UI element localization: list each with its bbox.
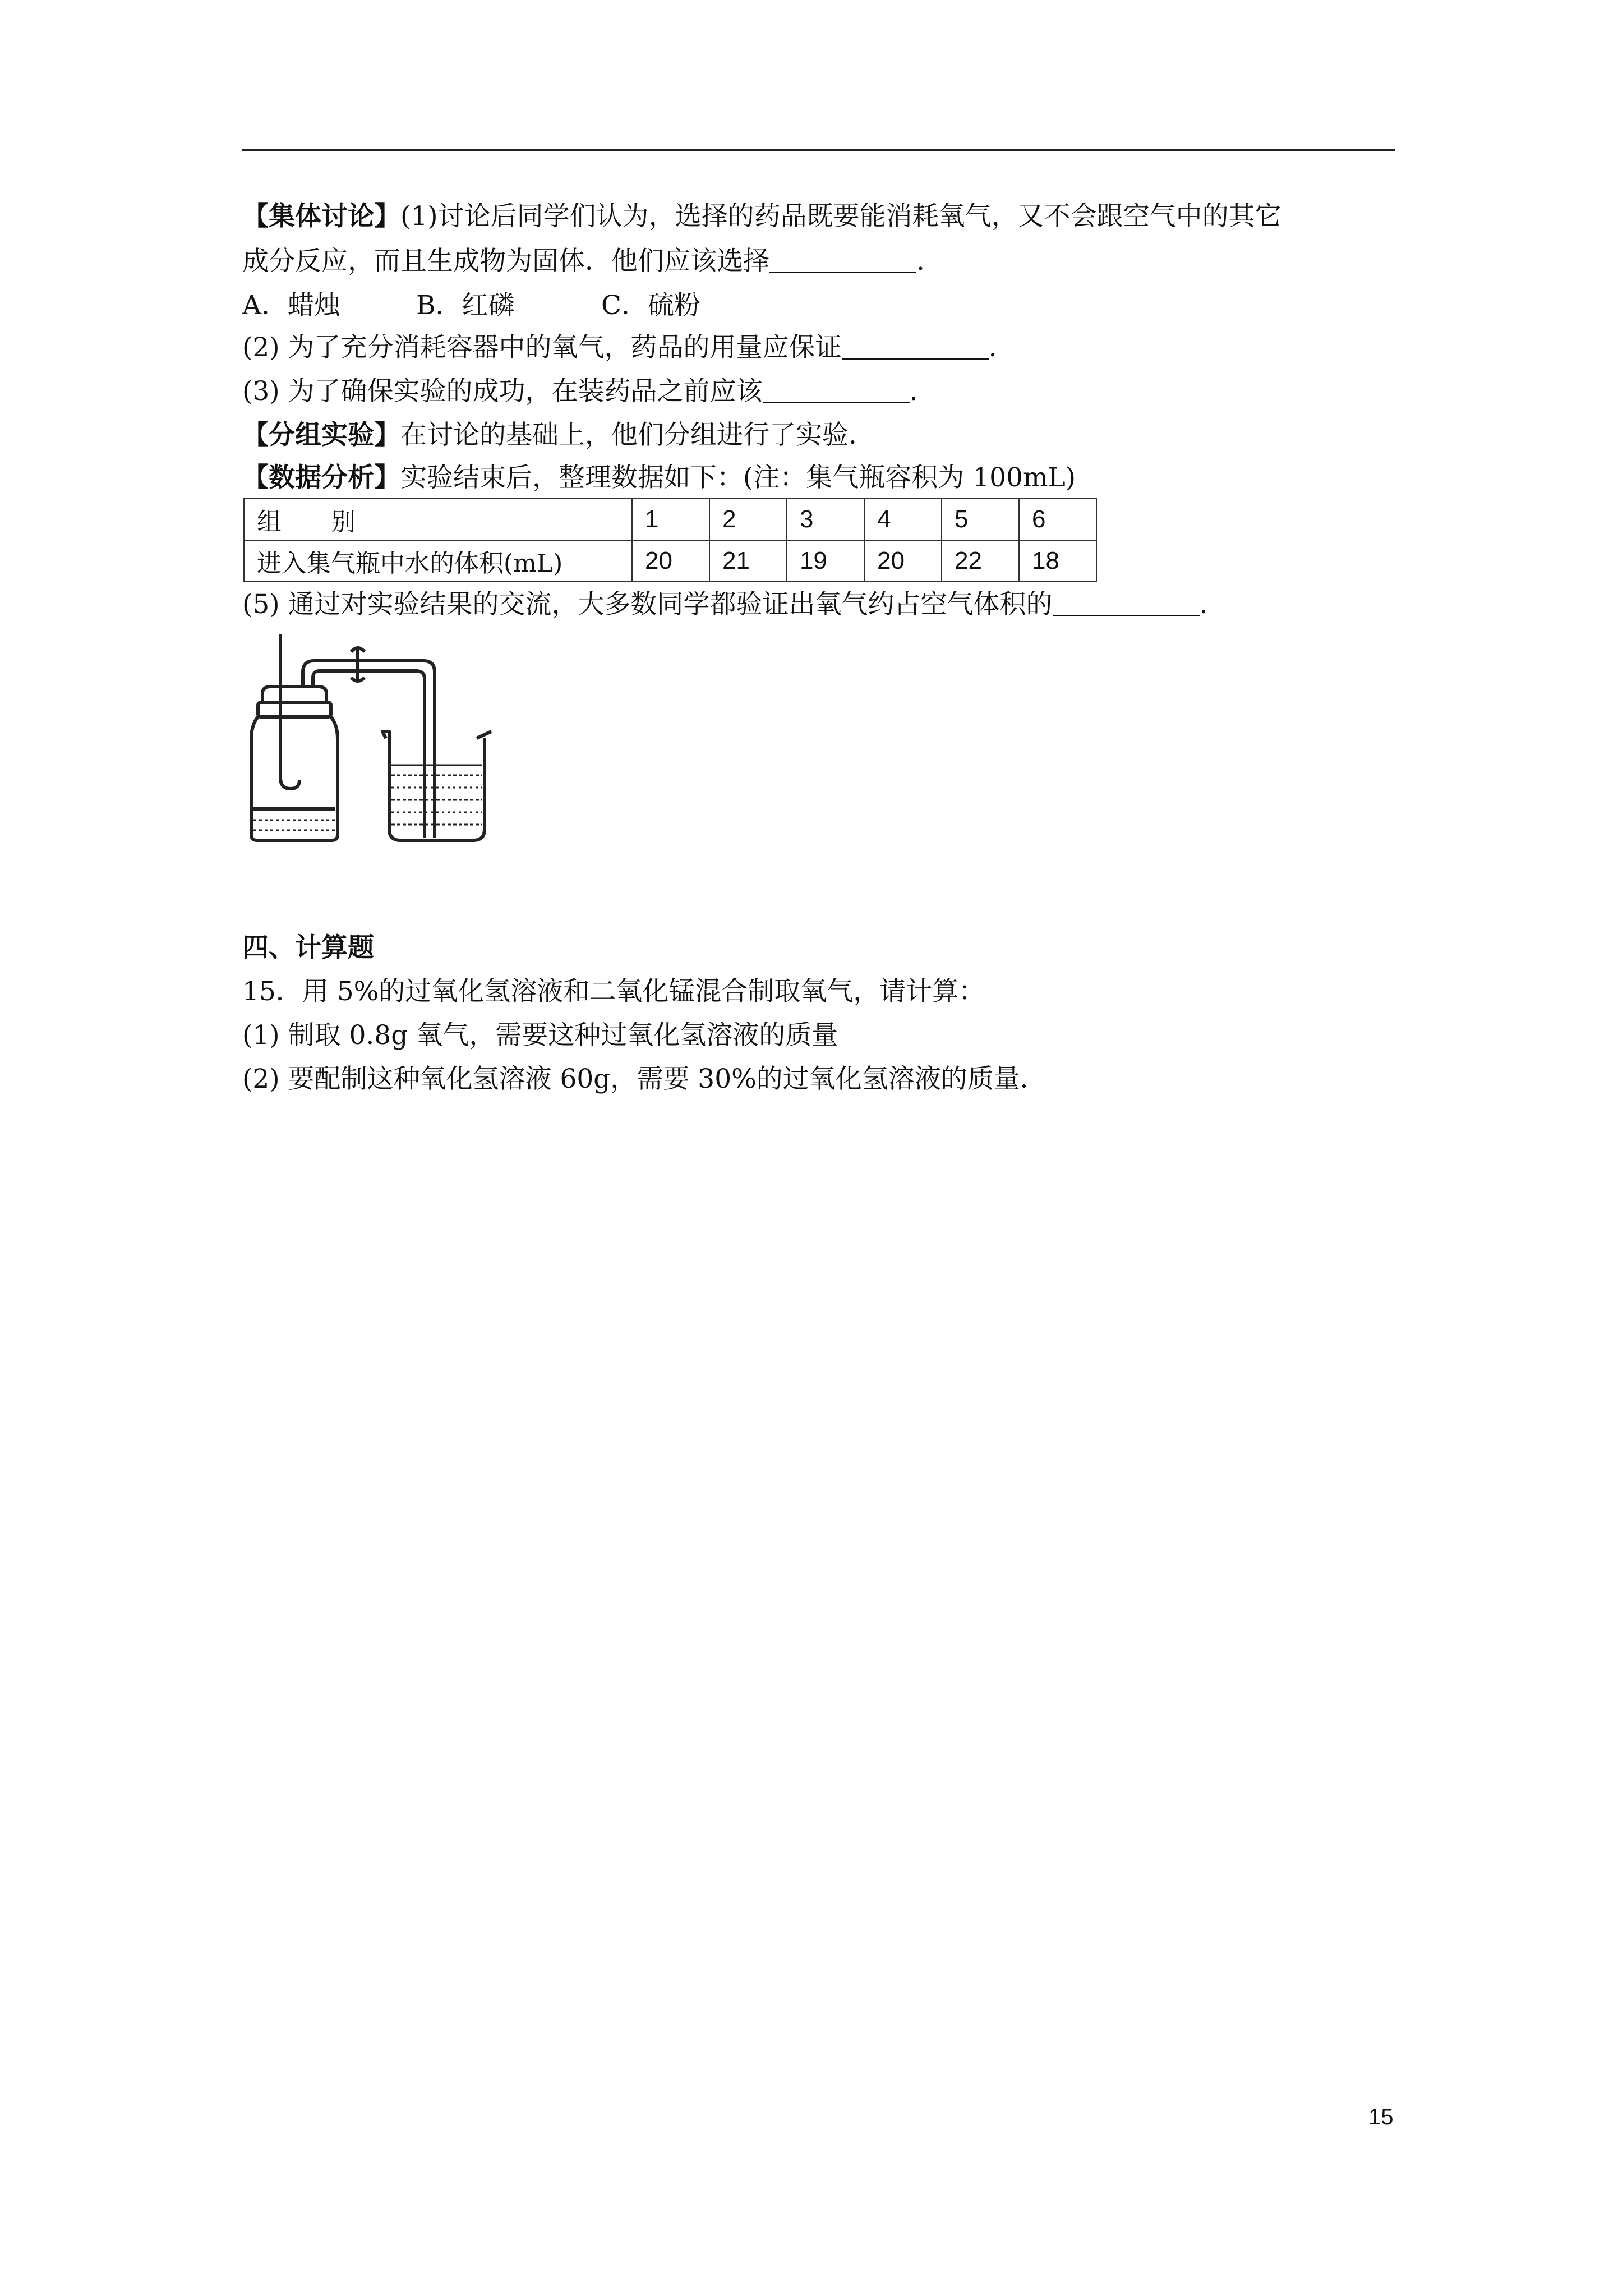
table-cell: 3 [787,499,864,540]
discussion-q2 [242,331,997,365]
table-cell: 21 [709,540,787,582]
apparatus-diagram [241,624,533,848]
group-label: 【分组实验】 [242,420,400,450]
option-c: C．硫粉 [601,290,700,321]
jar [251,717,338,840]
options-line [242,289,700,323]
section-title: 四、计算题 [242,932,374,963]
discussion-q1-text2: 成分反应，而且生成物为固体．他们应该选择 [242,246,769,277]
page-number: 15 [1368,2105,1394,2129]
answer-blank-1[interactable] [769,245,916,273]
answer-blank-3[interactable] [763,375,910,403]
question-15: 15．用 5%的过氧化氢溶液和二氧化锰混合制取氧气，请计算： [242,976,985,1007]
option-a: A．蜡烛 [242,290,340,321]
analysis-text: 实验结束后，整理数据如下：(注：集气瓶容积为 100mL) [400,462,1076,493]
table-cell: 1 [632,499,709,540]
question-15-1: (1) 制取 0.8g 氧气，需要这种过氧化氢溶液的质量 [242,1020,838,1051]
table-cell: 5 [942,499,1019,540]
question-5 [242,588,1207,622]
period: . [909,376,918,407]
table-header-volume: 进入集气瓶中水的体积(mL) [244,540,632,582]
table-row [244,540,1096,582]
q5-text: (5) 通过对实验结果的交流，大多数同学都验证出氧气约占空气体积的 [242,589,1053,620]
header-rule [242,149,1395,151]
q2-text: (2) 为了充分消耗容器中的氧气，药品的用量应保证 [242,332,842,363]
table-row [244,499,1096,540]
table-cell: 18 [1019,540,1096,582]
clamp [351,648,365,681]
stopper [262,687,326,702]
group-text: 在讨论的基础上，他们分组进行了实验． [400,420,875,450]
table-cell: 19 [787,540,864,582]
q3-text: (3) 为了确保实验的成功，在装药品之前应该 [242,376,763,407]
discussion-q3 [242,375,917,408]
table-header-group: 组 别 [244,499,632,540]
data-analysis [242,461,1076,495]
answer-blank-2[interactable] [842,331,989,360]
question-15-2: (2) 要配制这种氧化氢溶液 60g，需要 30%的过氧化氢溶液的质量． [242,1064,1046,1094]
discussion-label: 【集体讨论】 [242,201,400,232]
period: . [1199,589,1208,620]
data-table [243,498,1097,582]
table-cell: 20 [632,540,709,582]
table-cell: 2 [709,499,787,540]
discussion-q1-line1 [242,200,1281,233]
period: . [916,246,925,277]
option-b: B．红磷 [416,290,515,321]
table-cell: 6 [1019,499,1096,540]
table-cell: 4 [864,499,942,540]
group-experiment [242,418,875,452]
discussion-q1-line2 [242,245,925,278]
analysis-label: 【数据分析】 [242,462,400,493]
period: . [988,332,997,363]
table-cell: 20 [864,540,942,582]
discussion-q1-text: (1)讨论后同学们认为，选择的药品既要能消耗氧气，又不会跟空气中的其它 [400,201,1281,232]
table-cell: 22 [942,540,1019,582]
answer-blank-5[interactable] [1053,588,1200,616]
